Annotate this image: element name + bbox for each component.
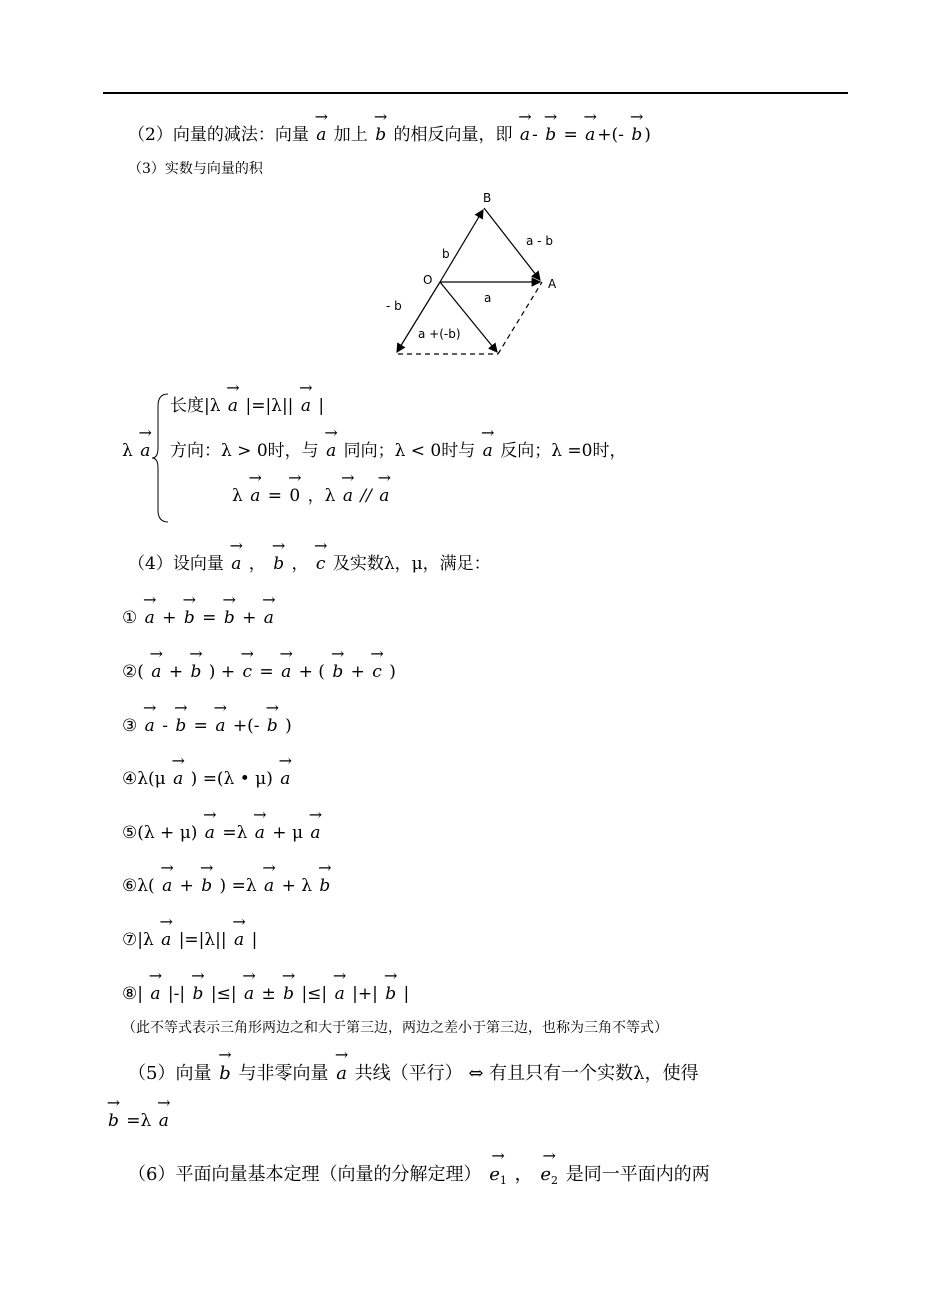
vector-b: → b: [317, 878, 332, 895]
formula-number: ⑦: [122, 930, 138, 950]
text: ，: [248, 554, 266, 574]
vector-b: → b: [373, 127, 388, 144]
vector-a: → a: [334, 1065, 349, 1083]
text: （5）向量: [128, 1063, 212, 1084]
lambda-a: [122, 443, 152, 460]
vector-a: → a: [341, 488, 355, 505]
formula-number: ②: [122, 662, 138, 682]
vector-ob: [440, 210, 483, 282]
text: =λ: [126, 1111, 152, 1131]
length-line: [170, 398, 324, 415]
vector-a: → a: [232, 932, 246, 949]
vector-a: → a: [213, 718, 227, 735]
label-a-point: A: [548, 277, 557, 291]
formula-number: ①: [122, 608, 138, 628]
text: e: [489, 1164, 500, 1185]
vector-a: → a: [278, 771, 292, 788]
zero-line: [232, 488, 391, 505]
text: λ: [232, 486, 243, 506]
text: （6）平面向量基本定理（向量的分解定理）: [128, 1164, 482, 1185]
formula-3: ③ → a - → b = → a +(- → b ): [122, 718, 292, 735]
vector-a: → a: [583, 127, 597, 144]
section-5: [128, 1065, 699, 1083]
vector-a: → a: [481, 443, 495, 460]
formula-8: ⑧| → a |-| → b |≤| → a ± → b |≤| → a |+| → b |: [122, 986, 409, 1003]
dashed-right: [498, 282, 542, 354]
vector-a: → a: [253, 825, 267, 842]
text: |=|λ||: [245, 396, 294, 416]
vector-b: → b: [199, 878, 214, 895]
vector-a: → a: [157, 1113, 171, 1130]
formula-5: ⑤(λ + μ) → a =λ → a + μ → a: [122, 825, 323, 842]
text: ，: [291, 554, 309, 574]
section-4-title: [128, 556, 491, 573]
vector-a: → a: [324, 443, 338, 460]
text: |: [318, 396, 325, 416]
line-subtraction: [128, 127, 651, 144]
text: =: [563, 125, 578, 145]
triangle-inequality-note: （此不等式表示三角形两边之和大于第三边，两边之差小于第三边，也称为三角不等式）: [122, 1020, 668, 1036]
label-o-point: O: [423, 273, 433, 287]
vector-b: → b: [265, 718, 280, 735]
label-vec-a-plus-neg-b: a +(-b): [418, 327, 461, 341]
text: 反向；λ =0时，: [500, 441, 627, 461]
formula-number: ⑥: [122, 876, 138, 896]
vector-a: → a: [148, 986, 162, 1003]
label-vec-a-minus-b: a - b: [526, 234, 553, 248]
formula-number: ⑤: [122, 823, 138, 843]
vector-e1: [487, 1166, 509, 1186]
vector-b: → b: [222, 610, 237, 627]
vector-b: → b: [281, 986, 296, 1003]
section-6: [128, 1166, 710, 1186]
vector-a: → a: [143, 718, 157, 735]
label-b-point: B: [483, 191, 492, 205]
label-vec-b: b: [442, 247, 450, 261]
vector-a: → a: [279, 664, 293, 681]
text: ，: [514, 1164, 533, 1185]
vector-neg-b: [397, 282, 440, 352]
vector-a: → a: [160, 878, 174, 895]
section-5-equation: [106, 1113, 171, 1130]
vector-a: → a: [333, 986, 347, 1003]
label-vec-neg-b: - b: [386, 299, 402, 313]
text: =: [267, 486, 282, 506]
text: 加上: [333, 125, 368, 145]
text: 共线（平行） ⇔ 有且只有一个实数λ，使得: [354, 1063, 699, 1084]
vector-a: → a: [226, 398, 240, 415]
section-3-title: （3）实数与向量的积: [128, 161, 263, 177]
formula-4: ④λ(μ → a ) =(λ • μ) → a: [122, 771, 292, 788]
vector-a: → a: [377, 488, 391, 505]
formula-number: ⑧: [122, 984, 138, 1004]
vector-b: → b: [543, 127, 558, 144]
vector-a: → a: [262, 878, 276, 895]
vector-a: → a: [143, 610, 157, 627]
vector-c: → c: [314, 556, 328, 573]
vector-diagram: [380, 182, 580, 362]
vector-c: → c: [240, 664, 254, 681]
vector-b: → b: [271, 556, 286, 573]
vector-b: → b: [330, 664, 345, 681]
formula-number: ④: [122, 769, 138, 789]
text: 及实数λ，μ，满足：: [332, 554, 491, 574]
vector-b: → b: [383, 986, 398, 1003]
text: 长度|λ: [170, 396, 221, 416]
formula-6: ⑥λ( → a + → b ) =λ → a + λ → b: [122, 878, 332, 895]
direction-line: [170, 443, 626, 460]
vector-b: → b: [629, 127, 644, 144]
vector-a: → a: [159, 932, 173, 949]
text: 与非零向量: [238, 1063, 329, 1084]
vector-a: → a: [149, 664, 163, 681]
text: ，λ: [307, 486, 336, 506]
formula-2: ②( → a + → b ) + → c = → a + ( → b + → c ): [122, 664, 396, 681]
vector-a: → a: [171, 771, 185, 788]
vector-b: → b: [173, 718, 188, 735]
vector-a: → a: [229, 556, 243, 573]
vector-b: → b: [106, 1113, 121, 1130]
formula-7: ⑦|λ → a |=|λ|| → a |: [122, 932, 257, 949]
subscript: 2: [550, 1174, 558, 1187]
vector-zero: → 0: [287, 488, 302, 505]
text: e: [540, 1164, 551, 1185]
vector-a: → a: [308, 825, 322, 842]
text: ): [644, 125, 651, 145]
vector-a: → a: [248, 488, 262, 505]
vector-e2: [538, 1166, 560, 1186]
text: λ: [122, 441, 133, 461]
vector-b: → b: [217, 1065, 233, 1083]
text: （4）设向量: [128, 554, 224, 574]
text: 方向：λ > 0时，与: [170, 441, 319, 461]
vector-a: → a: [262, 610, 276, 627]
text: +(-: [597, 125, 624, 145]
header-rule: [103, 92, 848, 94]
vector-b: → b: [191, 986, 206, 1003]
vector-c: → c: [370, 664, 384, 681]
vector-a: → a: [518, 127, 532, 144]
text: 的相反向量，即: [393, 125, 513, 145]
vector-a: → a: [138, 443, 152, 460]
vector-b: → b: [189, 664, 204, 681]
text: //: [360, 486, 372, 506]
label-vec-a: a: [484, 291, 492, 305]
vector-a: → a: [314, 127, 328, 144]
formula-1: ① → a + → b = → b + → a: [122, 610, 276, 627]
vector-a: → a: [203, 825, 217, 842]
vector-b: → b: [182, 610, 197, 627]
text: （2）向量的减法：向量: [128, 125, 309, 145]
text: 是同一平面内的两: [565, 1164, 710, 1185]
subscript: 1: [499, 1174, 507, 1187]
vector-a: → a: [299, 398, 313, 415]
text: -: [532, 125, 538, 145]
vector-a: → a: [242, 986, 256, 1003]
brace: [150, 392, 172, 524]
formula-number: ③: [122, 716, 138, 736]
text: 同向；λ < 0时与: [343, 441, 476, 461]
